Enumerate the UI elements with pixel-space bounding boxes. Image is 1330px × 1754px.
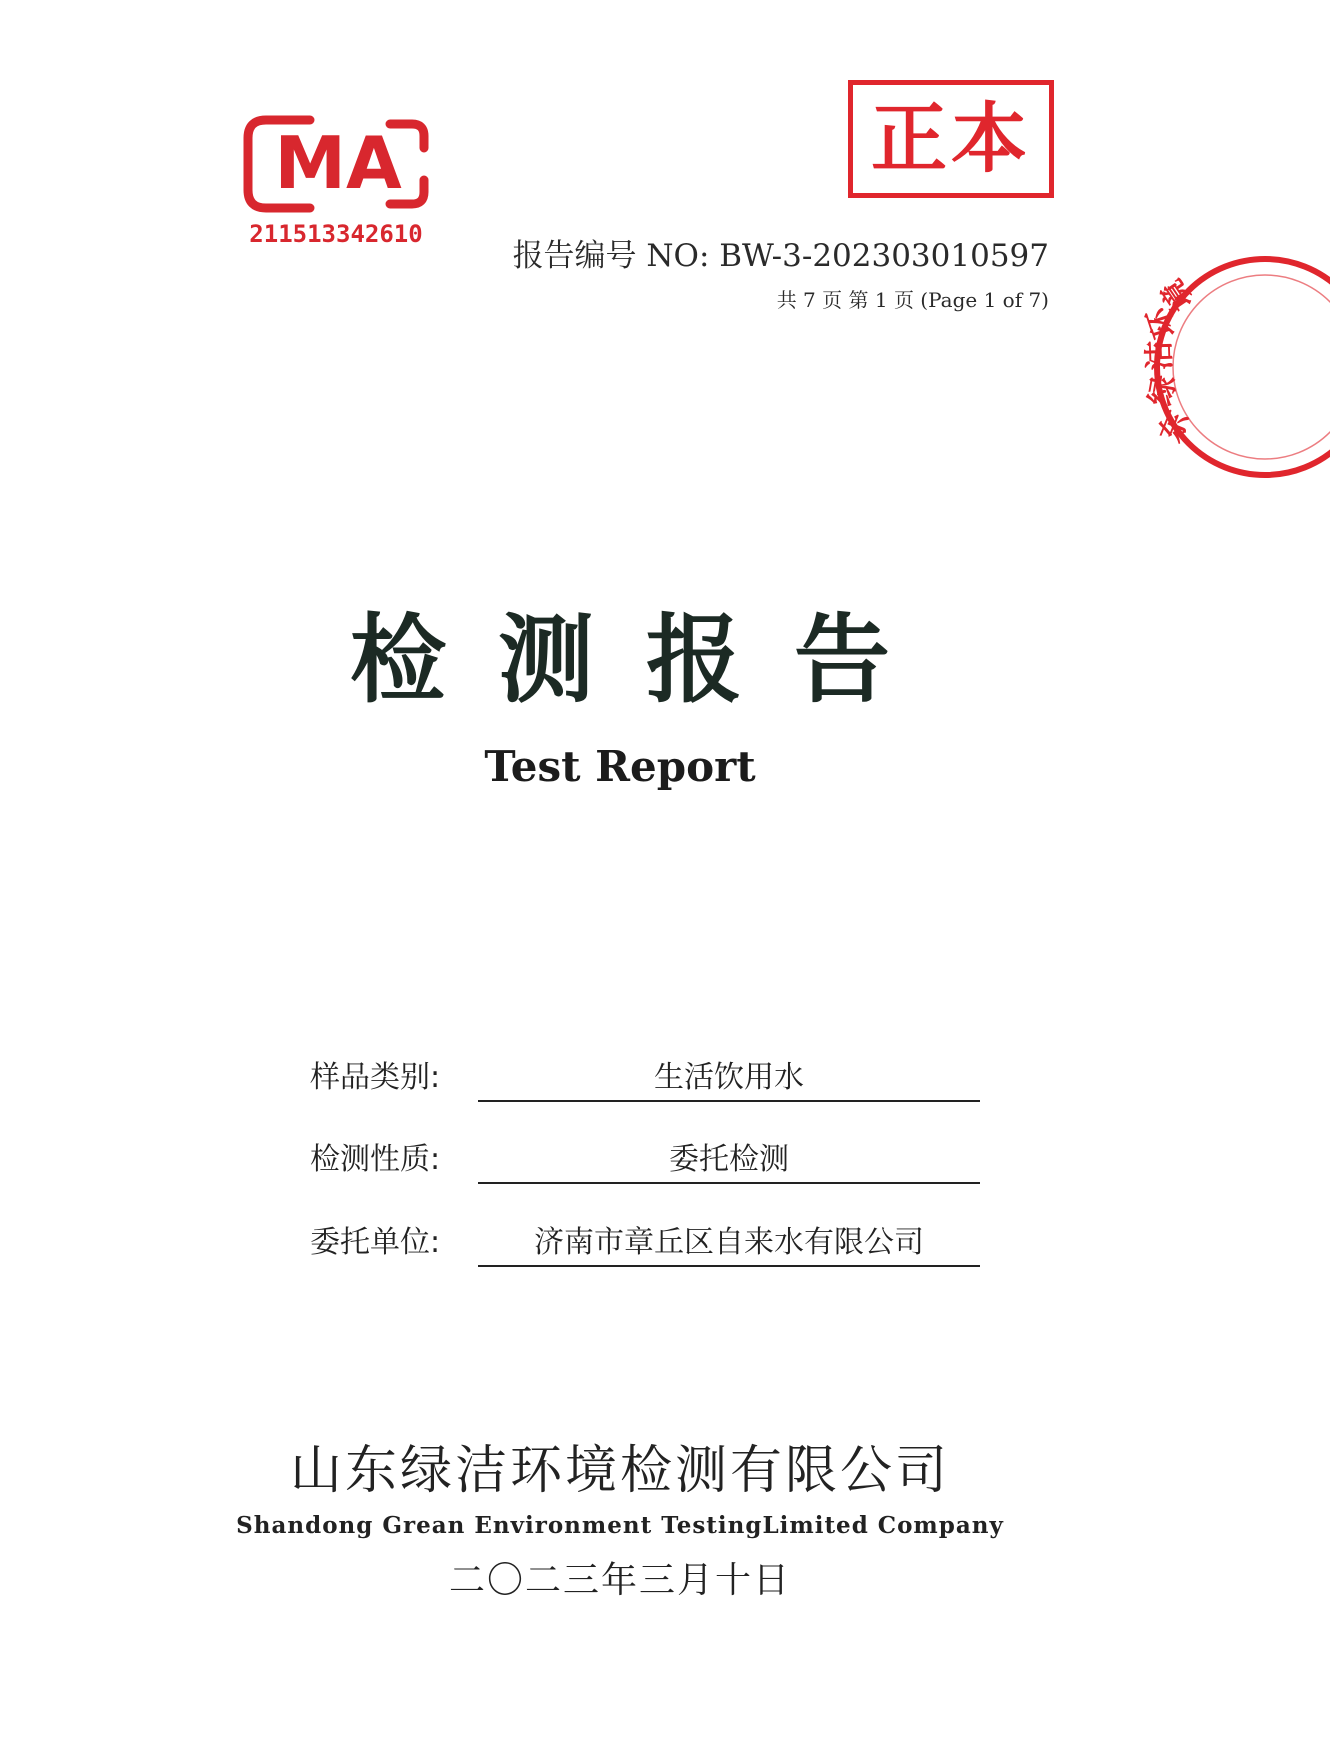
- original-stamp-text: 正本: [871, 94, 1031, 183]
- page-indicator: 共 7 页 第 1 页 (Page 1 of 7): [776, 288, 1049, 312]
- svg-text:洁: 洁: [1141, 339, 1178, 371]
- report-title-en: Test Report: [484, 742, 756, 791]
- field-label: 检测性质:: [310, 1142, 441, 1177]
- company-name-en: Shandong Grean Environment TestingLimited Company: [236, 1512, 1004, 1539]
- svg-text:环: 环: [1141, 302, 1184, 343]
- field-value: 济南市章丘区自来水有限公司: [478, 1217, 980, 1267]
- field-label: 样品类别:: [310, 1060, 441, 1095]
- svg-text:东: 东: [1152, 406, 1197, 447]
- field-label: 委托单位:: [310, 1225, 441, 1260]
- svg-text:境: 境: [1154, 272, 1201, 318]
- field-sample-category: [310, 1042, 980, 1102]
- field-test-nature: [310, 1124, 980, 1184]
- report-date: 二〇二三年三月十日: [448, 1560, 791, 1601]
- original-copy-stamp: [848, 80, 1054, 198]
- report-number: 报告编号 NO: BW-3-202303010597: [512, 238, 1049, 274]
- seal-icon: [1141, 252, 1330, 482]
- cma-logo-icon: [240, 112, 432, 216]
- company-seal: [1141, 252, 1240, 482]
- cma-certification-logo: [240, 112, 432, 256]
- cma-number: 211513342610: [249, 220, 423, 248]
- report-title-cn: 检测报告: [350, 603, 942, 716]
- field-client: [310, 1207, 980, 1267]
- company-name-cn: 山东绿洁环境检测有限公司: [289, 1441, 950, 1501]
- svg-text:绿: 绿: [1143, 372, 1184, 409]
- field-value: 生活饮用水: [478, 1052, 980, 1102]
- field-value: 委托检测: [478, 1134, 980, 1184]
- svg-text:MA: MA: [274, 121, 402, 205]
